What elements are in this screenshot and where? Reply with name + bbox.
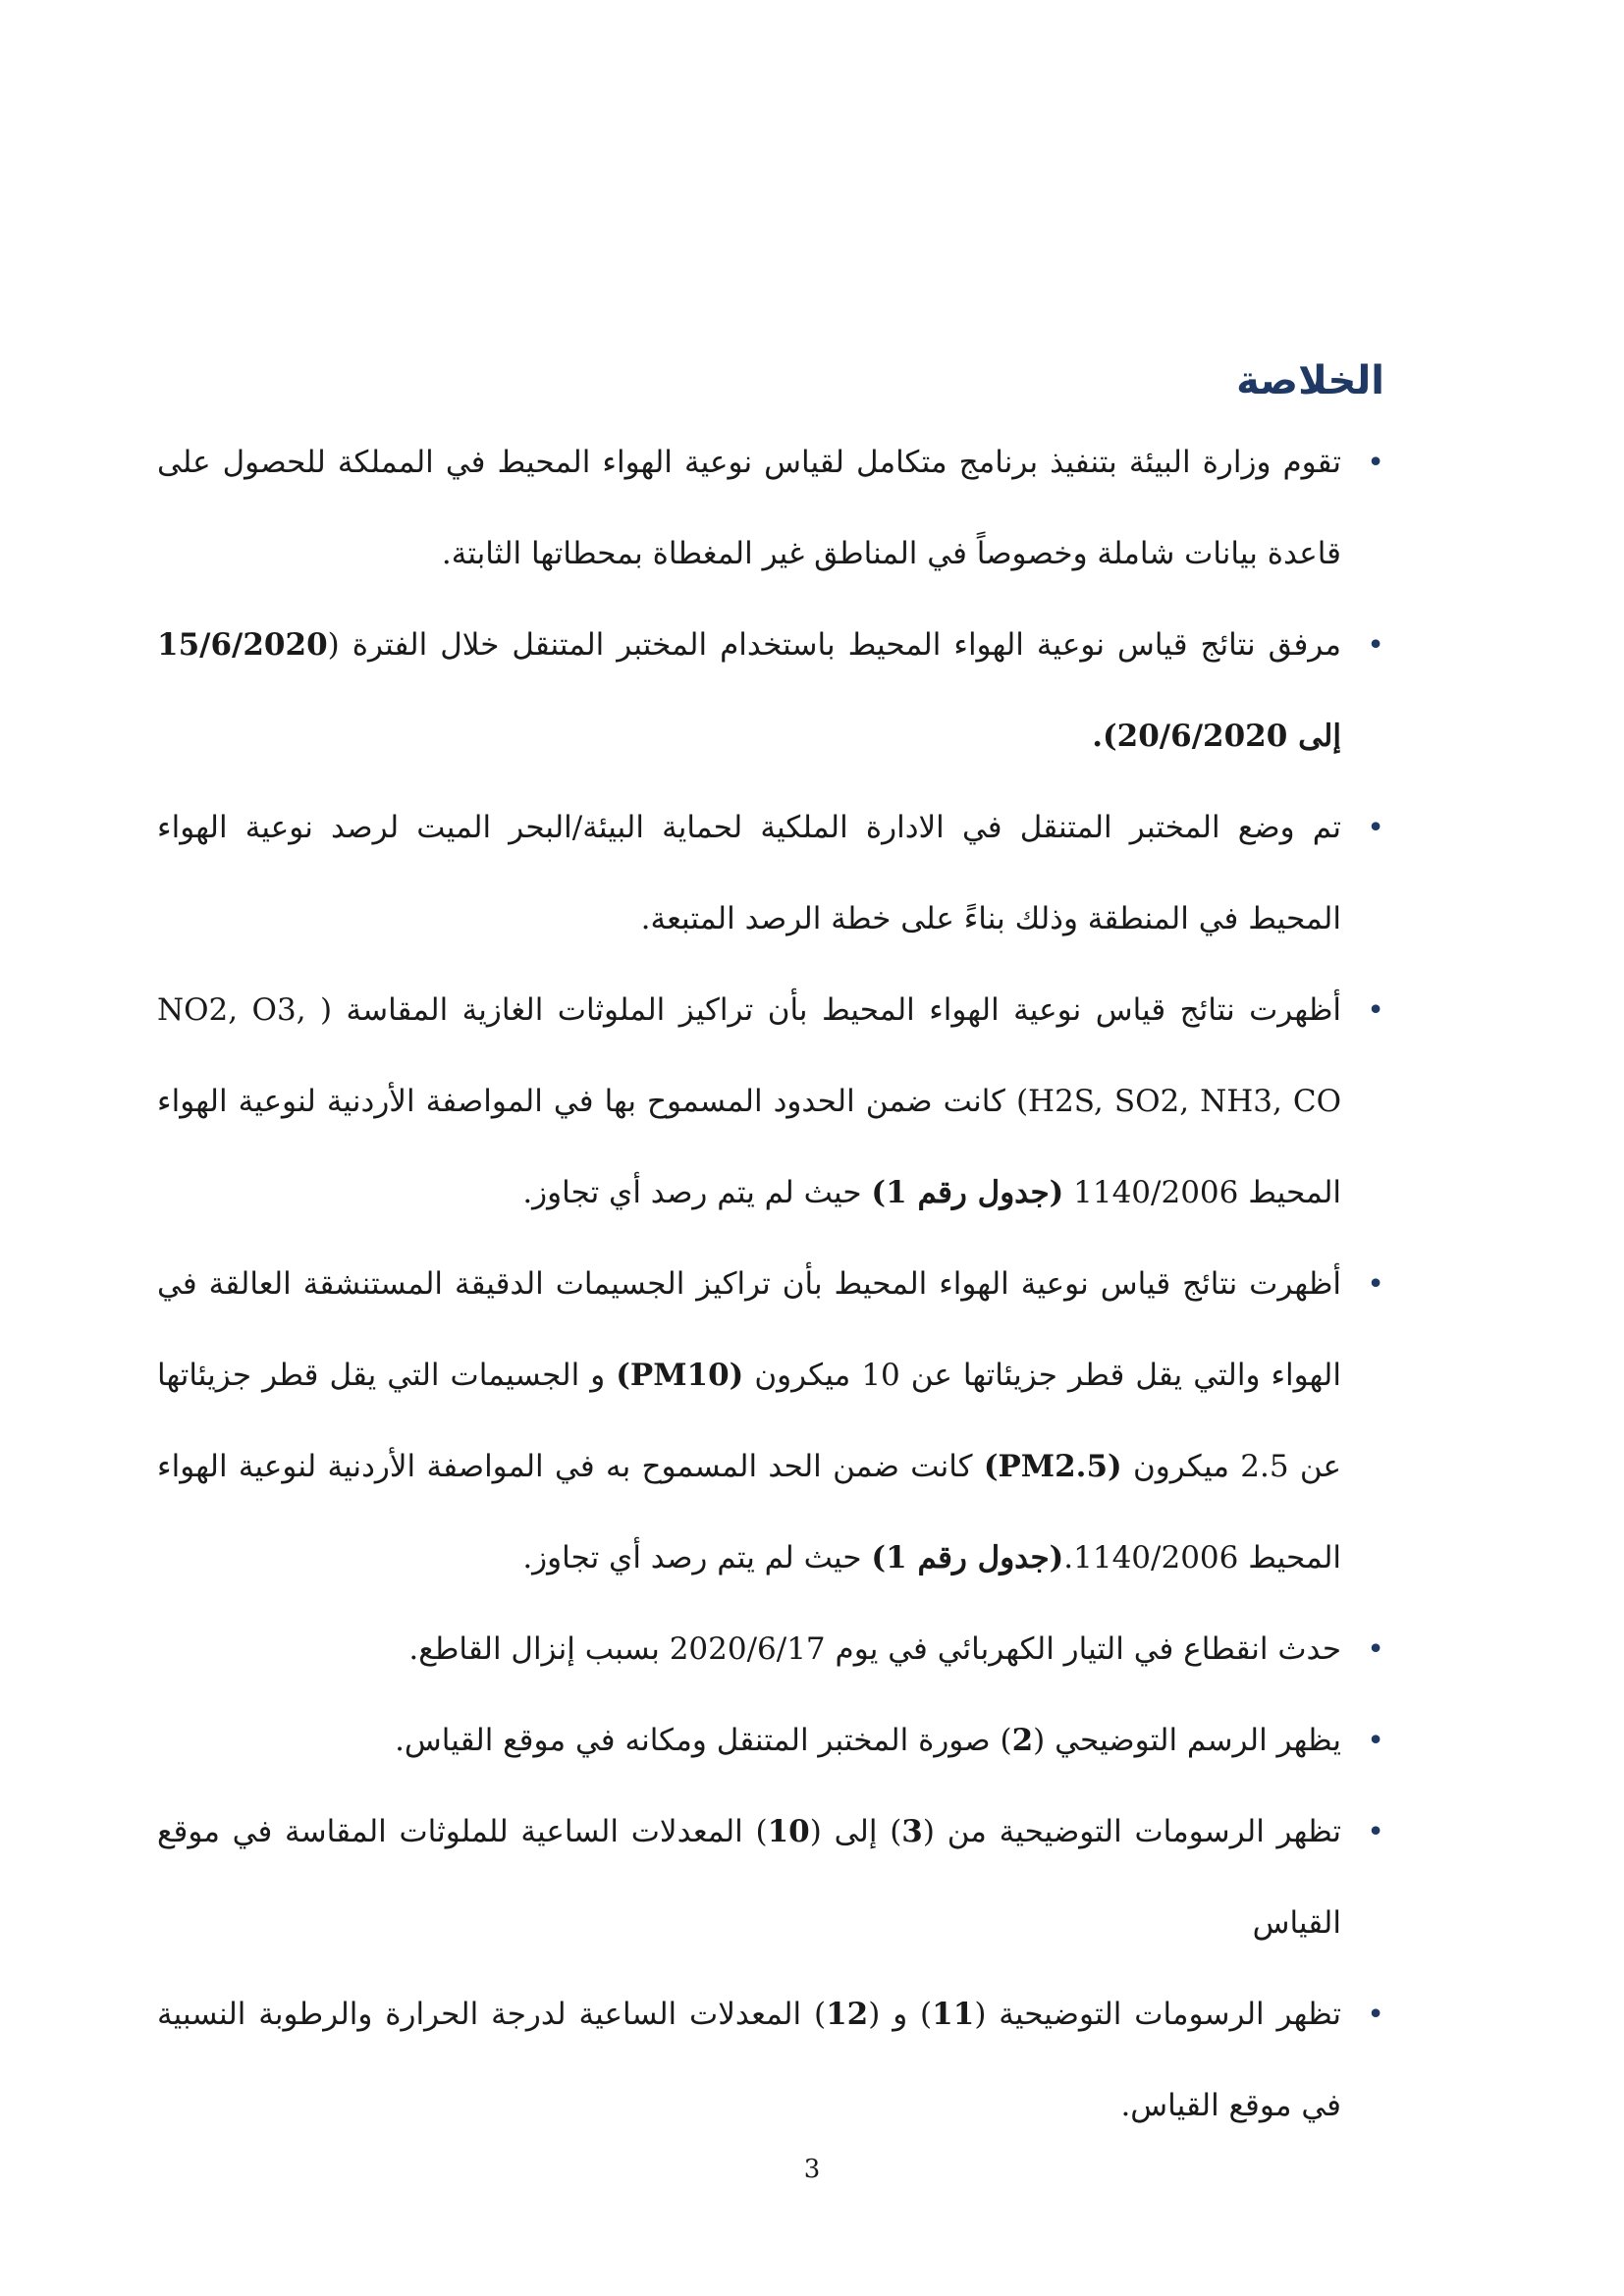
list-item xyxy=(157,782,1384,965)
item-text: أظهرت نتائج قياس نوعية الهواء المحيط بأن تراكيز الملوثات الغازية المقاسة ( xyxy=(305,992,1341,1028)
list-item xyxy=(157,1695,1384,1787)
figure-number: 10 xyxy=(767,1814,810,1849)
item-text: ) المعدلات الساعية للملوثات المقاسة في موقع القياس xyxy=(157,1814,1341,1941)
pm10-label: (PM10) xyxy=(616,1358,744,1393)
bullet-icon: • xyxy=(1367,811,1384,845)
item-text: حيث لم يتم رصد أي تجاوز. xyxy=(522,1175,872,1210)
bullet-icon: • xyxy=(1367,1724,1384,1758)
list-item xyxy=(157,1239,1384,1604)
item-text: إلى xyxy=(1287,719,1341,754)
item-text: تظهر الرسومات التوضيحية ( xyxy=(974,1997,1342,2032)
item-text: تقوم وزارة البيئة بتنفيذ برنامج متكامل لقياس نوعية الهواء المحيط في المملكة للحصول على قاعدة بيانات شاملة وخصوصاً في المناطق غير المغطاة بمحطاتها الثابتة. xyxy=(157,445,1341,571)
list-item xyxy=(157,1787,1384,1969)
figure-number: 11 xyxy=(932,1997,975,2032)
item-text: يظهر الرسم التوضيحي ( xyxy=(1033,1723,1341,1758)
summary-list xyxy=(157,417,1384,2152)
document-page xyxy=(157,358,1384,2152)
page-number: 3 xyxy=(803,2155,821,2184)
item-text: كانت ضمن الحد المسموح به في المواصفة الأردنية لنوعية الهواء المحيط 1140/2006. xyxy=(157,1449,1341,1575)
figure-number: 2 xyxy=(1011,1723,1034,1758)
figure-number: 12 xyxy=(826,1997,869,2032)
item-text: حدث انقطاع في التيار الكهربائي في يوم 2020/6/17 بسبب إنزال القاطع. xyxy=(408,1631,1341,1667)
list-item xyxy=(157,600,1384,782)
item-text: ) المعدلات الساعية لدرجة الحرارة والرطوبة النسبية في موقع القياس. xyxy=(157,1997,1341,2123)
date-to: 20/6/2020 xyxy=(1116,719,1288,754)
item-text: أظهرت نتائج قياس نوعية الهواء المحيط بأن تراكيز الجسيمات الدقيقة المستنشقة العالقة في الهواء والتي يقل قطر جزيئاتها عن 10 ميكرون xyxy=(157,1266,1341,1393)
item-text: حيث لم يتم رصد أي تجاوز. xyxy=(522,1540,872,1575)
bullet-icon: • xyxy=(1367,1815,1384,1849)
date-from: 15/6/2020 xyxy=(157,627,328,663)
item-text: ). xyxy=(1092,719,1117,754)
item-text: تم وضع المختبر المتنقل في الادارة الملكية لحماية البيئة/البحر الميت لرصد نوعية الهواء المحيط في المنطقة وذلك بناءً على خطة الرصد المتبعة. xyxy=(157,810,1341,936)
bullet-icon: • xyxy=(1367,993,1384,1028)
table-reference: (جدول رقم 1) xyxy=(871,1540,1064,1575)
item-text: و الجسيمات التي يقل قطر جزيئاتها عن 2.5 ميكرون xyxy=(157,1358,1341,1484)
bullet-icon: • xyxy=(1367,1998,1384,2032)
item-text: تظهر الرسومات التوضيحية من ( xyxy=(922,1814,1341,1849)
bullet-icon: • xyxy=(1367,1267,1384,1302)
section-heading: الخلاصة xyxy=(1236,358,1384,403)
item-text: ) إلى ( xyxy=(809,1814,902,1849)
item-text: ) كانت ضمن الحدود المسموح بها في المواصفة الأردنية لنوعية الهواء المحيط 1140/2006 xyxy=(157,1084,1341,1210)
bullet-icon: • xyxy=(1367,446,1384,480)
list-item xyxy=(157,965,1384,1239)
item-text: ) صورة المختبر المتنقل ومكانه في موقع القياس. xyxy=(395,1723,1012,1758)
figure-number: 3 xyxy=(901,1814,923,1849)
table-reference: (جدول رقم 1) xyxy=(871,1175,1064,1210)
list-item xyxy=(157,1604,1384,1695)
pollutant-list: NO2, O3, H2S, SO2, NH3, CO xyxy=(157,992,1341,1119)
item-text: مرفق نتائج قياس نوعية الهواء المحيط باستخدام المختبر المتنقل خلال الفترة ( xyxy=(327,627,1341,663)
list-item xyxy=(157,1969,1384,2152)
bullet-icon: • xyxy=(1367,1632,1384,1667)
item-text: ) و ( xyxy=(868,1997,933,2032)
pm25-label: (PM2.5) xyxy=(983,1449,1122,1484)
list-item xyxy=(157,417,1384,600)
bullet-icon: • xyxy=(1367,628,1384,663)
